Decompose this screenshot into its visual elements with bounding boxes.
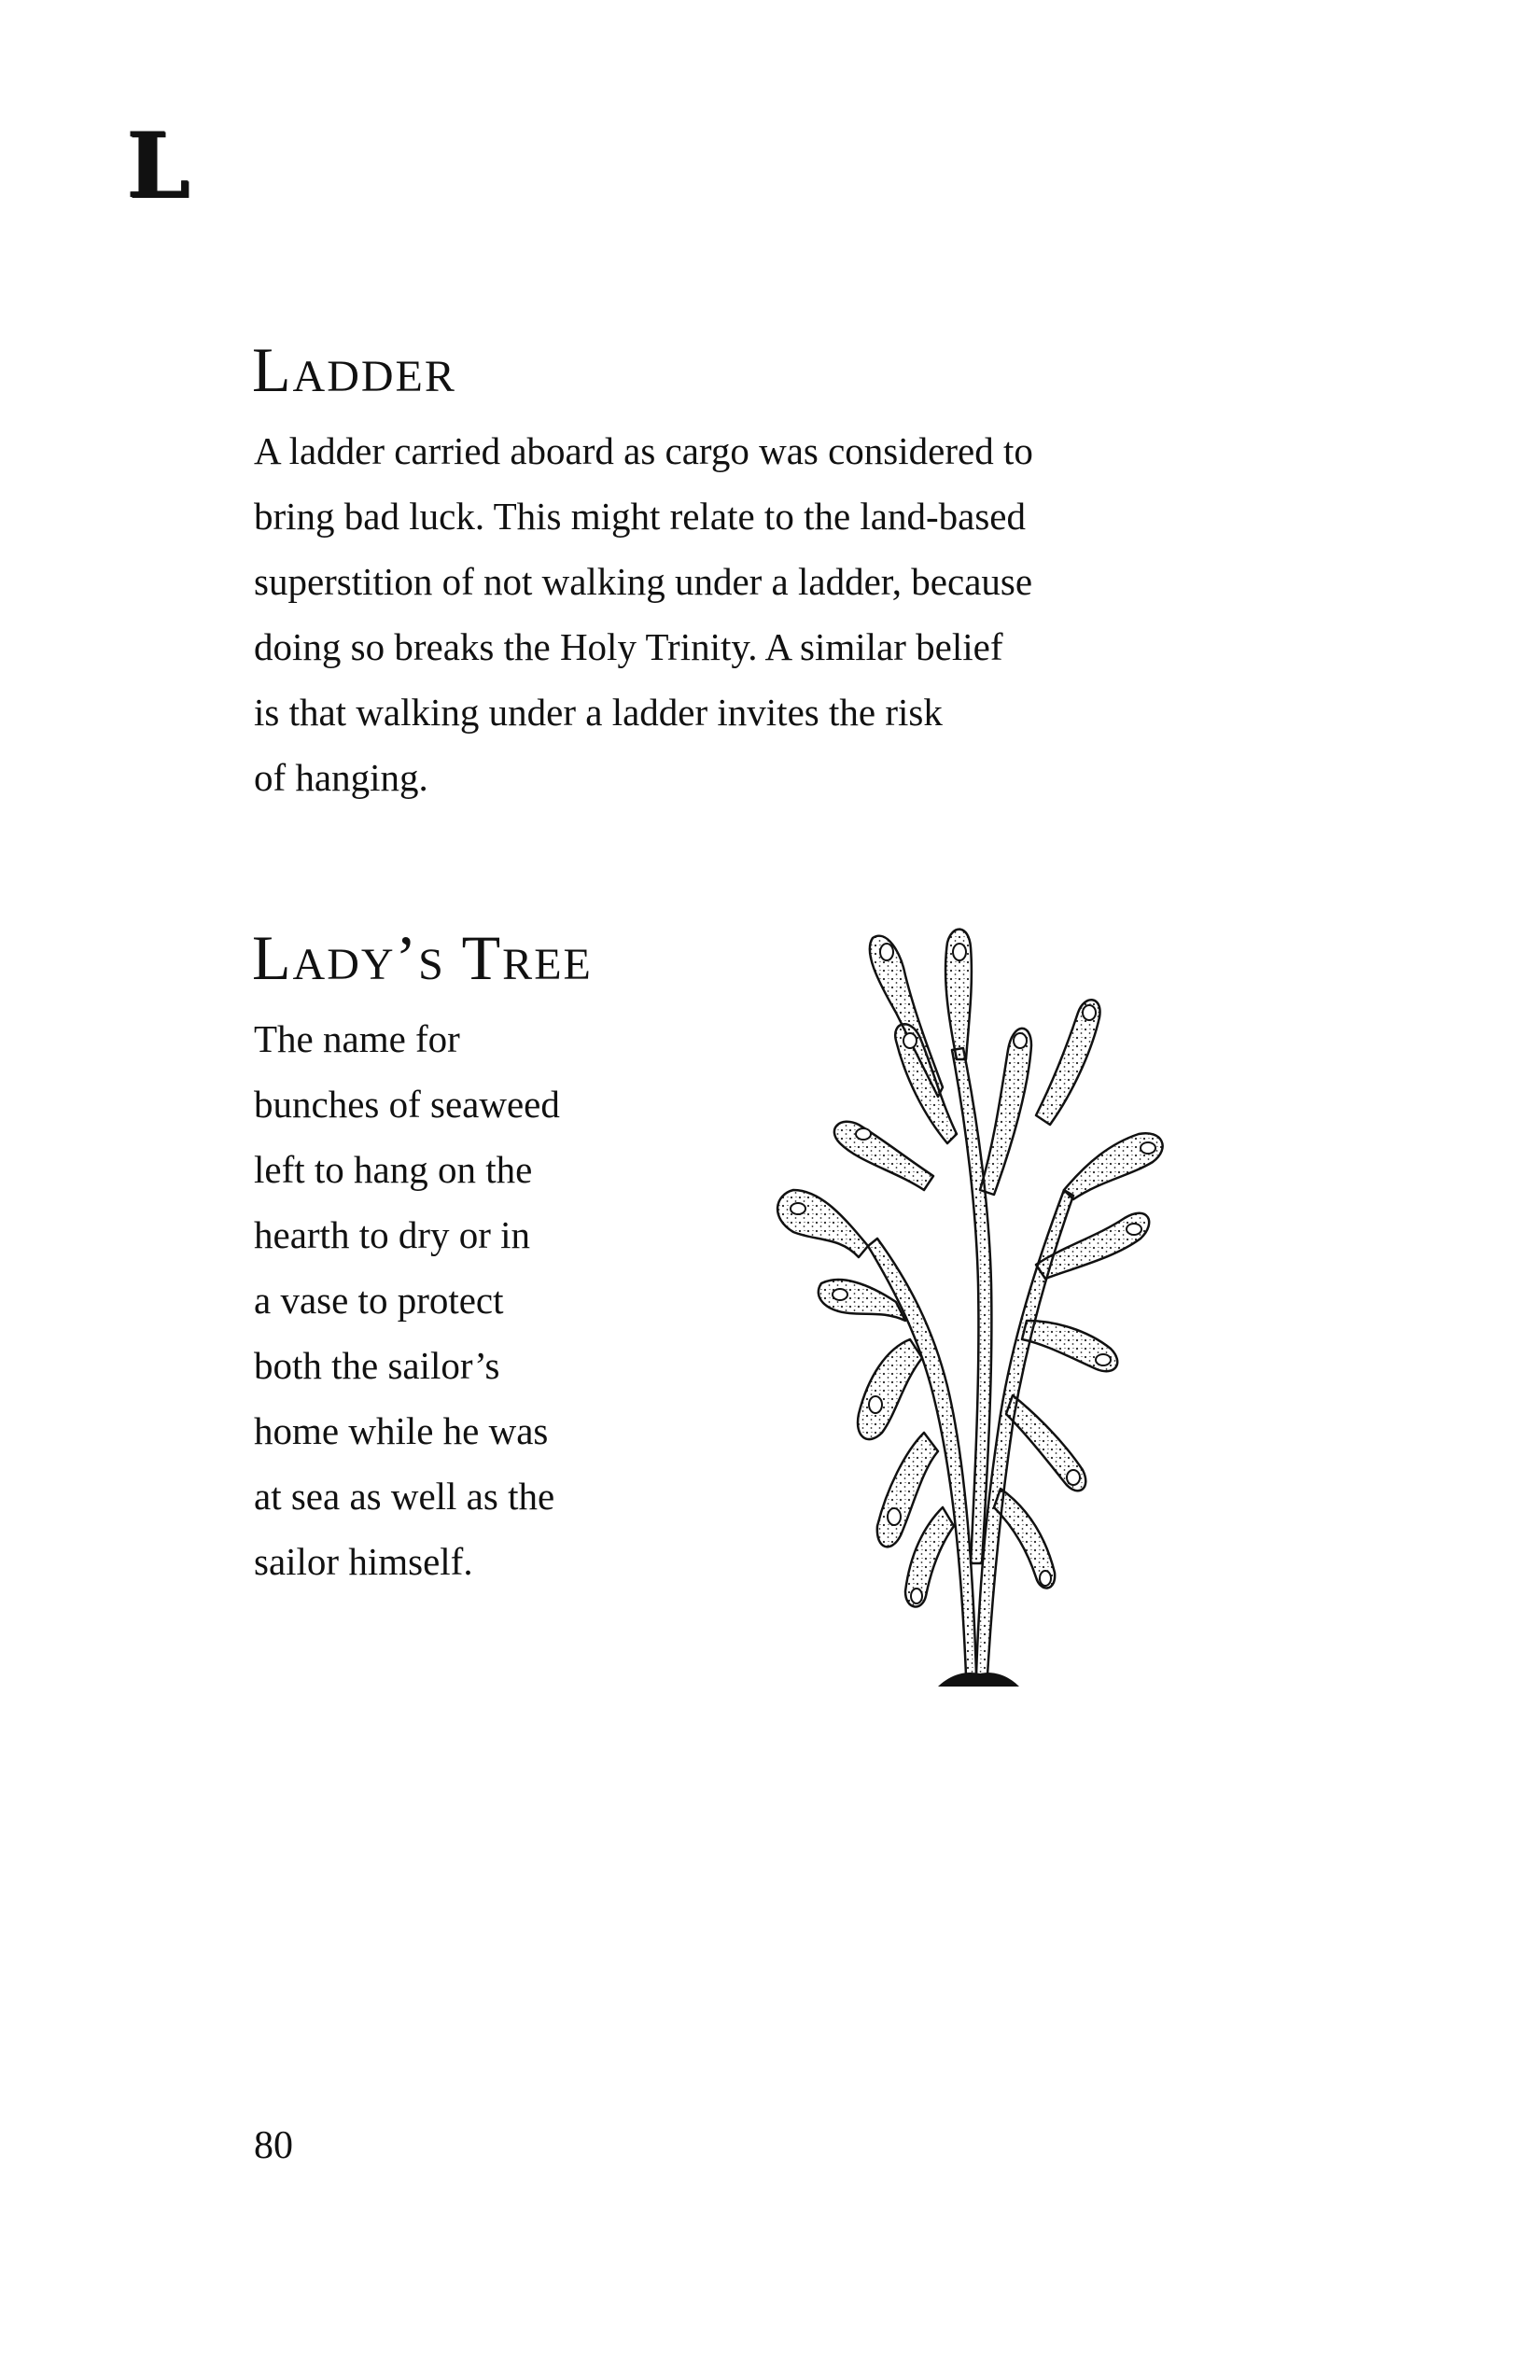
body-line: A ladder carried aboard as cargo was considered to: [254, 429, 1033, 472]
seaweed-illustration-icon: [756, 910, 1185, 1694]
entry-body: [254, 418, 1234, 810]
page-number: 80: [254, 2124, 293, 2167]
body-line: superstition of not walking under a ladder, because: [254, 560, 1033, 603]
body-line: of hanging.: [254, 756, 428, 799]
section-letter: L: [127, 113, 187, 218]
body-line: sailor himself.: [254, 1540, 473, 1583]
entry-body: [254, 1006, 739, 1594]
body-line: hearth to dry or in: [254, 1213, 531, 1256]
body-line: a vase to protect: [254, 1279, 504, 1322]
body-line: bunches of seaweed: [254, 1083, 560, 1126]
body-line: The name for: [254, 1017, 460, 1060]
body-line: doing so breaks the Holy Trinity. A similar belief: [254, 625, 1003, 668]
entry-title: Lady’s Tree: [252, 922, 593, 993]
body-line: both the sailor’s: [254, 1344, 500, 1387]
entry-title: Ladder: [252, 334, 456, 405]
entry-ladys-tree: [252, 922, 739, 1594]
body-line: bring bad luck. This might relate to the land-based: [254, 495, 1027, 538]
body-line: left to hang on the: [254, 1148, 533, 1191]
body-line: home while he was: [254, 1409, 549, 1452]
entry-ladder: [252, 334, 1234, 810]
body-line: is that walking under a ladder invites the risk: [254, 691, 943, 734]
body-line: at sea as well as the: [254, 1475, 555, 1518]
